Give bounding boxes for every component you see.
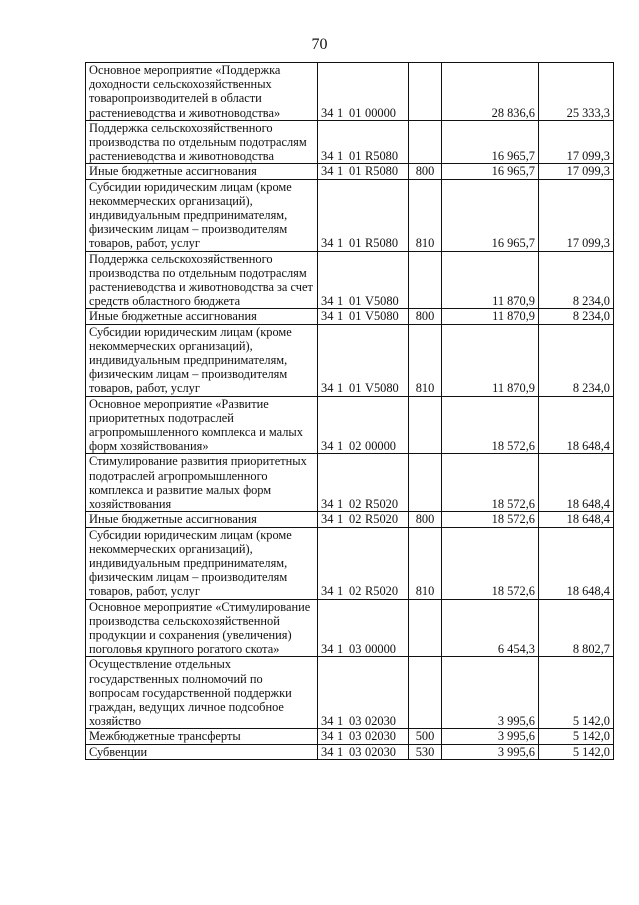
code-subprogram: 1 xyxy=(337,497,344,512)
code-measure: 02 xyxy=(349,584,362,599)
code-measure: 01 xyxy=(349,236,362,251)
code-subprogram: 1 xyxy=(337,236,344,251)
table-row xyxy=(86,729,614,744)
row-amount-year1: 16 965,7 xyxy=(442,179,539,251)
row-expense-type xyxy=(409,251,442,309)
code-measure: 01 xyxy=(349,309,362,324)
row-target-code xyxy=(318,396,409,454)
code-direction: R5020 xyxy=(365,584,399,599)
code-direction: V5080 xyxy=(365,294,399,309)
row-name: Стимулирование развития приоритетных подотраслей агропромышленного комплекса и развитие малых форм хозяйствования xyxy=(86,454,318,512)
code-subprogram: 1 xyxy=(337,714,344,729)
table-row xyxy=(86,599,614,657)
row-expense-type: 800 xyxy=(409,164,442,179)
code-program: 34 xyxy=(321,642,334,657)
row-target-code xyxy=(318,657,409,729)
code-program: 34 xyxy=(321,497,334,512)
table-row xyxy=(86,309,614,324)
row-amount-year1: 18 572,6 xyxy=(442,396,539,454)
row-name: Поддержка сельскохозяйственного производства по отдельным подотраслям растениеводства и животноводства за счет средств областного бюджета xyxy=(86,251,318,309)
row-name: Субсидии юридическим лицам (кроме некоммерческих организаций), индивидуальным предпринимателям, физическим лицам – производителям товаров, работ, услуг xyxy=(86,179,318,251)
row-amount-year2: 5 142,0 xyxy=(539,744,614,759)
row-amount-year2: 17 099,3 xyxy=(539,164,614,179)
code-measure: 02 xyxy=(349,512,362,527)
row-expense-type xyxy=(409,120,442,164)
row-target-code xyxy=(318,251,409,309)
row-expense-type xyxy=(409,454,442,512)
page-number: 70 xyxy=(311,36,328,53)
code-direction: V5080 xyxy=(365,309,399,324)
row-amount-year1: 16 965,7 xyxy=(442,164,539,179)
row-amount-year1: 18 572,6 xyxy=(442,512,539,527)
code-direction: 02030 xyxy=(365,714,396,729)
row-target-code xyxy=(318,454,409,512)
row-amount-year1: 16 965,7 xyxy=(442,120,539,164)
row-expense-type: 500 xyxy=(409,729,442,744)
code-subprogram: 1 xyxy=(337,642,344,657)
row-expense-type: 810 xyxy=(409,324,442,396)
code-direction: 00000 xyxy=(365,439,396,454)
code-direction: R5080 xyxy=(365,164,399,179)
row-target-code xyxy=(318,729,409,744)
row-amount-year1: 11 870,9 xyxy=(442,251,539,309)
row-amount-year2: 17 099,3 xyxy=(539,120,614,164)
table-row xyxy=(86,179,614,251)
code-measure: 01 xyxy=(349,381,362,396)
row-name: Иные бюджетные ассигнования xyxy=(86,309,318,324)
code-program: 34 xyxy=(321,439,334,454)
table-row xyxy=(86,527,614,599)
code-program: 34 xyxy=(321,294,334,309)
row-target-code xyxy=(318,120,409,164)
row-amount-year2: 5 142,0 xyxy=(539,729,614,744)
code-program: 34 xyxy=(321,744,334,759)
row-amount-year2: 5 142,0 xyxy=(539,657,614,729)
code-measure: 01 xyxy=(349,149,362,164)
code-subprogram: 1 xyxy=(337,381,344,396)
code-direction: 02030 xyxy=(365,729,396,744)
table-row xyxy=(86,657,614,729)
code-direction: R5020 xyxy=(365,497,399,512)
row-amount-year1: 11 870,9 xyxy=(442,309,539,324)
table-row xyxy=(86,120,614,164)
code-program: 34 xyxy=(321,512,334,527)
row-expense-type: 810 xyxy=(409,179,442,251)
row-amount-year1: 28 836,6 xyxy=(442,63,539,121)
row-target-code xyxy=(318,179,409,251)
row-name: Основное мероприятие «Стимулирование производства сельскохозяйственной продукции и сохранения (увеличения) поголовья крупного рогатого скота» xyxy=(86,599,318,657)
code-subprogram: 1 xyxy=(337,294,344,309)
row-amount-year1: 11 870,9 xyxy=(442,324,539,396)
code-subprogram: 1 xyxy=(337,512,344,527)
row-amount-year1: 6 454,3 xyxy=(442,599,539,657)
code-subprogram: 1 xyxy=(337,744,344,759)
code-measure: 03 xyxy=(349,729,362,744)
row-amount-year2: 25 333,3 xyxy=(539,63,614,121)
table-row xyxy=(86,324,614,396)
row-target-code xyxy=(318,599,409,657)
row-name: Основное мероприятие «Поддержка доходности сельскохозяйственных товаропроизводителей в области растениеводства и животноводства» xyxy=(86,63,318,121)
code-program: 34 xyxy=(321,149,334,164)
table-row xyxy=(86,512,614,527)
code-direction: 02030 xyxy=(365,744,396,759)
row-amount-year2: 18 648,4 xyxy=(539,396,614,454)
row-target-code xyxy=(318,324,409,396)
code-measure: 02 xyxy=(349,439,362,454)
row-expense-type xyxy=(409,396,442,454)
row-name: Иные бюджетные ассигнования xyxy=(86,164,318,179)
row-amount-year1: 18 572,6 xyxy=(442,527,539,599)
row-target-code xyxy=(318,63,409,121)
table-row xyxy=(86,454,614,512)
row-amount-year2: 17 099,3 xyxy=(539,179,614,251)
code-measure: 01 xyxy=(349,105,362,120)
row-expense-type xyxy=(409,63,442,121)
budget-table xyxy=(85,62,614,760)
table-row xyxy=(86,744,614,759)
row-amount-year2: 18 648,4 xyxy=(539,512,614,527)
code-subprogram: 1 xyxy=(337,149,344,164)
table-row xyxy=(86,396,614,454)
row-amount-year2: 8 234,0 xyxy=(539,251,614,309)
row-target-code xyxy=(318,164,409,179)
code-subprogram: 1 xyxy=(337,164,344,179)
code-subprogram: 1 xyxy=(337,439,344,454)
row-name: Поддержка сельскохозяйственного производства по отдельным подотраслям растениеводства и животноводства xyxy=(86,120,318,164)
code-measure: 01 xyxy=(349,164,362,179)
code-measure: 01 xyxy=(349,294,362,309)
code-program: 34 xyxy=(321,381,334,396)
row-expense-type xyxy=(409,657,442,729)
row-amount-year1: 3 995,6 xyxy=(442,744,539,759)
table-row xyxy=(86,63,614,121)
code-measure: 03 xyxy=(349,642,362,657)
row-name: Субсидии юридическим лицам (кроме некоммерческих организаций), индивидуальным предпринимателям, физическим лицам – производителям товаров, работ, услуг xyxy=(86,324,318,396)
row-amount-year2: 8 234,0 xyxy=(539,309,614,324)
row-name: Межбюджетные трансферты xyxy=(86,729,318,744)
row-name: Субвенции xyxy=(86,744,318,759)
code-direction: 00000 xyxy=(365,105,396,120)
code-program: 34 xyxy=(321,236,334,251)
code-program: 34 xyxy=(321,714,334,729)
row-name: Осуществление отдельных государственных полномочий по вопросам государственной поддержки граждан, ведущих личное подсобное хозяйство xyxy=(86,657,318,729)
row-expense-type: 810 xyxy=(409,527,442,599)
row-name: Основное мероприятие «Развитие приоритетных подотраслей агропромышленного комплекса и малых форм хозяйствования» xyxy=(86,396,318,454)
code-measure: 03 xyxy=(349,714,362,729)
code-subprogram: 1 xyxy=(337,105,344,120)
code-measure: 03 xyxy=(349,744,362,759)
row-name: Иные бюджетные ассигнования xyxy=(86,512,318,527)
row-expense-type xyxy=(409,599,442,657)
row-target-code xyxy=(318,527,409,599)
row-expense-type: 530 xyxy=(409,744,442,759)
table-row xyxy=(86,251,614,309)
row-name: Субсидии юридическим лицам (кроме некоммерческих организаций), индивидуальным предпринимателям, физическим лицам – производителям товаров, работ, услуг xyxy=(86,527,318,599)
code-program: 34 xyxy=(321,164,334,179)
code-direction: V5080 xyxy=(365,381,399,396)
code-program: 34 xyxy=(321,309,334,324)
code-direction: R5020 xyxy=(365,512,399,527)
row-amount-year1: 3 995,6 xyxy=(442,729,539,744)
row-amount-year2: 8 802,7 xyxy=(539,599,614,657)
row-amount-year1: 18 572,6 xyxy=(442,454,539,512)
code-direction: R5080 xyxy=(365,236,399,251)
budget-table-body xyxy=(86,63,614,760)
row-expense-type: 800 xyxy=(409,309,442,324)
row-amount-year2: 18 648,4 xyxy=(539,454,614,512)
code-subprogram: 1 xyxy=(337,309,344,324)
row-target-code xyxy=(318,512,409,527)
table-row xyxy=(86,164,614,179)
row-target-code xyxy=(318,744,409,759)
code-direction: R5080 xyxy=(365,149,399,164)
row-expense-type: 800 xyxy=(409,512,442,527)
code-direction: 00000 xyxy=(365,642,396,657)
row-target-code xyxy=(318,309,409,324)
code-subprogram: 1 xyxy=(337,584,344,599)
code-program: 34 xyxy=(321,729,334,744)
code-measure: 02 xyxy=(349,497,362,512)
code-subprogram: 1 xyxy=(337,729,344,744)
code-program: 34 xyxy=(321,105,334,120)
row-amount-year2: 8 234,0 xyxy=(539,324,614,396)
row-amount-year1: 3 995,6 xyxy=(442,657,539,729)
row-amount-year2: 18 648,4 xyxy=(539,527,614,599)
code-program: 34 xyxy=(321,584,334,599)
